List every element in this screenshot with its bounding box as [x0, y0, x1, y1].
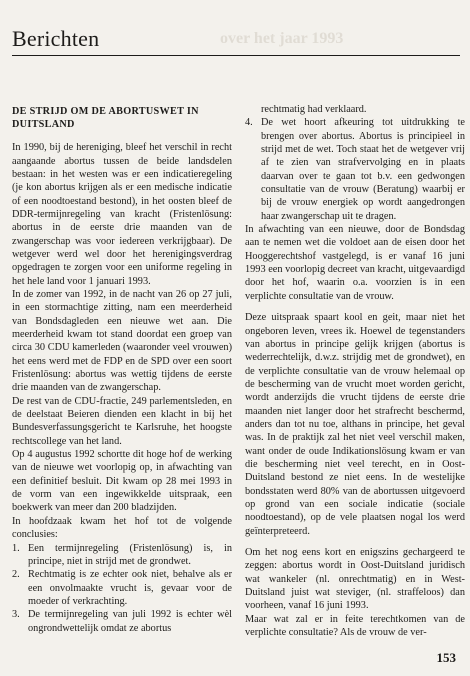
- paragraph: Maar wat zal er in feite terechtkomen van de verplichte consultatie? Als de vrouw de ver-: [245, 613, 465, 639]
- list-number: 1.: [12, 542, 20, 554]
- list-number: 4.: [245, 117, 253, 129]
- paragraph: In 1990, bij de hereniging, bleef het verschil in recht aangaande abortus tussen de beide landsdelen bestaan: in het westen was er een indicatieregeling (je kon abortus krijgen als er een medische indicatie of een noodtoestand bestond), in het oosten bleef de DDR-termijnregeling van kracht (Fristenlösung: abortus in de eerste drie maanden van de zwangerschap was voor iedereen verkrijgbaar). De wetgever werd wel door het herenigingsverdrag opgedragen te zorgen voor een uniforme regeling in het hele land voor 1 januari 1993.: [12, 142, 232, 287]
- list-item: [245, 103, 465, 116]
- list-item: [12, 542, 232, 569]
- article-heading: DE STRIJD OM DE ABORTUSWET IN DUITSLAND: [12, 106, 199, 130]
- right-column: [245, 103, 465, 639]
- page-title: Berichten: [12, 26, 100, 51]
- list-item-text: Rechtmatig is ze echter ook niet, behalve als er een onvolmaakte vrucht is, gevaar voor de moeder of verkrachting.: [28, 569, 232, 607]
- list-item: [245, 116, 465, 223]
- list-item-text: De termijnregeling van juli 1992 is echter wèl ongrondwettelijk omdat ze abortus: [28, 609, 232, 634]
- paragraph: Deze uitspraak spaart kool en geit, maar niet het ongeboren leven, vrees ik. Hoewel de tegenstanders van abortus in principe gelijk krijgen (abortus is wederrechtelijk, d.w.z. strijdig met de grondwet), en de verplichte consultatie van de vrouw helemaal op de bescherming van de vrucht moet worden gericht, wordt anderzijds die vrucht tijdens de eerste drie maanden niet langer door het strafrecht beschermd, anders dan tot nu toe, althans in principe, het geval was. In de praktijk zal het niet veel verschil maken, want onder de oude Indikationslösung kwam er van die bescherming niet veel terecht, en in Oost-Duitsland bestond ze niet eens. In de westelijke bondsstaten werd 80% van de abortussen uitgevoerd op grond van een sociale indicatie (sociale noodtoestand), op de vele plaatsen nogal los werd geïnterpreteerd.: [245, 312, 465, 537]
- paragraph: In afwachting van een nieuwe, door de Bondsdag aan te nemen wet die voldoet aan de eisen door het Hooggerechtshof vastgelegd, is er vanaf 16 juni 1993 een voorlopig decreet van kracht, uitgevaardigd door het hof, waarin o.a. voorzien is in een verplichte consultatie van de vrouw.: [245, 224, 465, 302]
- list-item-text: Een termijnregeling (Fristenlösung) is, in principe, niet in strijd met de grondwet.: [28, 542, 232, 567]
- paragraph: Op 4 augustus 1992 schortte dit hoge hof de werking van de nieuwe wet voorlopig op, in afwachting van een definitief besluit. Dit kwam op 28 mei 1993 in de vorm van een ingewikkelde uitspraak, een boekwerk van meer dan 200 bladzijden.: [12, 449, 232, 514]
- paragraph: Om het nog eens kort en enigszins gechargeerd te zeggen: abortus wordt in Oost-Duitsland juridisch wat wankeler (nl. onrechtmatig) en in West-Duitsland juist wat steviger, (nl. straffeloos) dan voorheen, vanaf 16 juni 1993.: [245, 547, 465, 612]
- page-number: 153: [436, 650, 456, 665]
- list-item: [12, 608, 232, 635]
- left-column: [12, 106, 232, 635]
- show-through-fragment: over het jaar 1993: [220, 30, 344, 47]
- list-number: 2.: [12, 569, 20, 581]
- list-number: 3.: [12, 609, 20, 621]
- title-rule: [12, 55, 460, 56]
- list-item-text: rechtmatig had verklaard.: [261, 104, 367, 115]
- paragraph: In de zomer van 1992, in de nacht van 26 op 27 juli, in een stormachtige zitting, nam een meerderheid van Bondsdagleden een nieuwe wet aan. Die meerderheid kwam tot stand doordat een groep van circa 30 CDU kamerleden (waaronder veel vrouwen) het eens werd met de FDP en de SPD over een soort Fristenlösung: abortus was wettig tijdens de eerste drie maanden van de zwangerschap.: [12, 288, 232, 394]
- paragraph: In hoofdzaak kwam het hof tot de volgende conclusies:: [12, 515, 232, 541]
- list-item-text: De wet hoort afkeuring tot uitdrukking te brengen over abortus. Abortus is principieel in strijd met de wet. Toch staat het de wetgever vrij af te zien van strafvervolging en in plaats daarvan over te gaan tot b.v. een gedwongen consultatie van de vrouw (Beratung) waarbij er bij de vrouw energiek op wordt aangedrongen haar zwangerschap uit te dragen.: [261, 117, 465, 222]
- paragraph: De rest van de CDU-fractie, 249 parlementsleden, en de deelstaat Beieren dienden een klacht in bij het Bundesverfassungsgericht te Karlsruhe, het hoogste rechtscollege van het land.: [12, 395, 232, 447]
- conclusions-list-continued: [245, 103, 465, 223]
- list-item: [12, 568, 232, 608]
- conclusions-list: [12, 542, 232, 635]
